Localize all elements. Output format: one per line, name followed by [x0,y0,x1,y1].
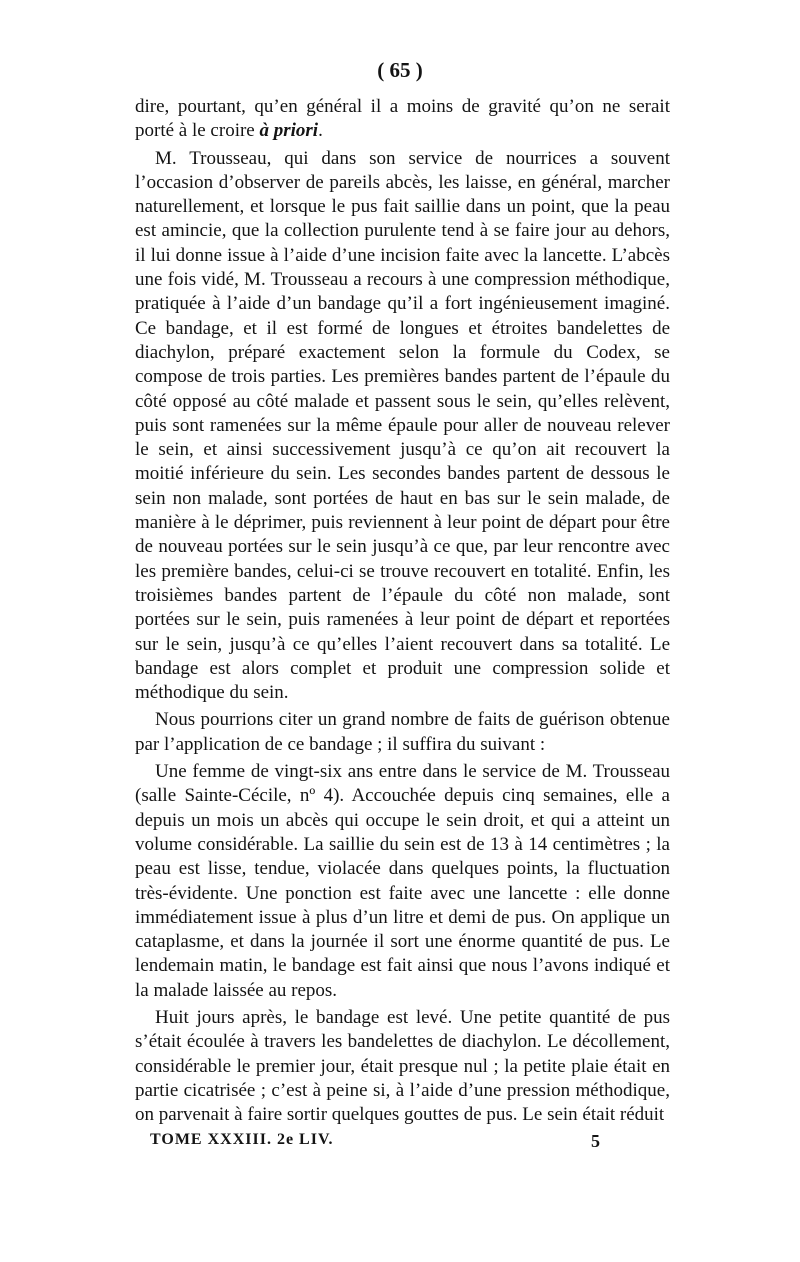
paragraph-2: M. Trousseau, qui dans son service de nourrices a souvent l’occasion d’observer de pareils abcès, les laisse, en général, marcher naturellement, et lorsque le pus fait saillie dans un point, que la peau est amincie, que la collection purulente tend à se faire jour au dehors, il lui donne issue à l’aide d’une incision faite avec la lancette. L’abcès une fois vidé, M. Trousseau a recours à une compression méthodique, pratiquée à l’aide d’un bandage qu’il a fort ingénieusement imaginé. Ce bandage, et il est formé de longues et étroites bandelettes de diachylon, préparé exactement selon la formule du Codex, se compose de trois parties. Les premières bandes partent de l’épaule du côté opposé au côté malade et passent sous le sein, qu’elles relèvent, puis sont ramenées sur la même épaule pour aller de nouveau relever le sein, et ainsi successivement jusqu’à ce qu’on ait recouvert la moitié inférieure du sein. Les secondes bandes partent de dessous le sein non malade, sont portées de haut en bas sur le sein malade, de manière à le déprimer, puis reviennent à leur point de départ pour être de nouveau portées sur le sein jusqu’à ce que, par leur rencontre avec les première bandes, celui-ci se trouve recouvert en totalité. Enfin, les troisièmes bandes partent de l’épaule du côté non malade, sont portées sur le sein, puis ramenées à leur point de départ et reportées sur le sein, jusqu’à ce qu’elles l’aient recouvert dans sa totalité. Le bandage est alors complet et produit une compression solide et méthodique du sein. [135,147,670,704]
body-text [135,95,670,1130]
sheet-number: 5 [591,1131,600,1151]
paragraph-3: Nous pourrions citer un grand nombre de faits de guérison obtenue par l’application de ce bandage ; il suffira du suivant : [135,709,670,755]
paragraph-1-end: . [318,120,323,142]
signature-mark: TOME XXXIII. 2e LIV. [150,1131,334,1148]
paragraph-1 [135,95,670,144]
page-number: ( 65 ) [377,58,423,82]
paragraph-5: Huit jours après, le bandage est levé. Une petite quantité de pus s’était écoulée à travers les bandelettes de diachylon. Le décollement, considérable le premier jour, était presque nul ; la petite plaie était en partie cicatrisée ; c’est à peine si, à l’aide d’une pression méthodique, on parvenait à faire sortir quelques gouttes de pus. Le sein était réduit [135,1006,670,1126]
paragraph-4: Une femme de vingt-six ans entre dans le service de M. Trousseau (salle Sainte-Cécile, nº 4). Accouchée depuis cinq semaines, elle a depuis un mois un abcès qui occupe le sein droit, et qui a atteint un volume considérable. La saillie du sein est de 13 à 14 centimètres ; la peau est lisse, tendue, violacée dans quelques points, la fluctuation très-évidente. Une ponction est faite avec une lancette : elle donne immédiatement issue à plus d’un litre et demi de pus. On applique un cataplasme, et dans la journée il sort une énorme quantité de pus. Le lendemain matin, le bandage est fait ainsi que nous l’avons indiqué et la malade laissée au repos. [135,761,670,1001]
paragraph-1-start: dire, pourtant, qu’en général il a moins de gravité qu’on ne serait porté à le croire [135,96,670,142]
italic-phrase: à priori [259,120,319,142]
